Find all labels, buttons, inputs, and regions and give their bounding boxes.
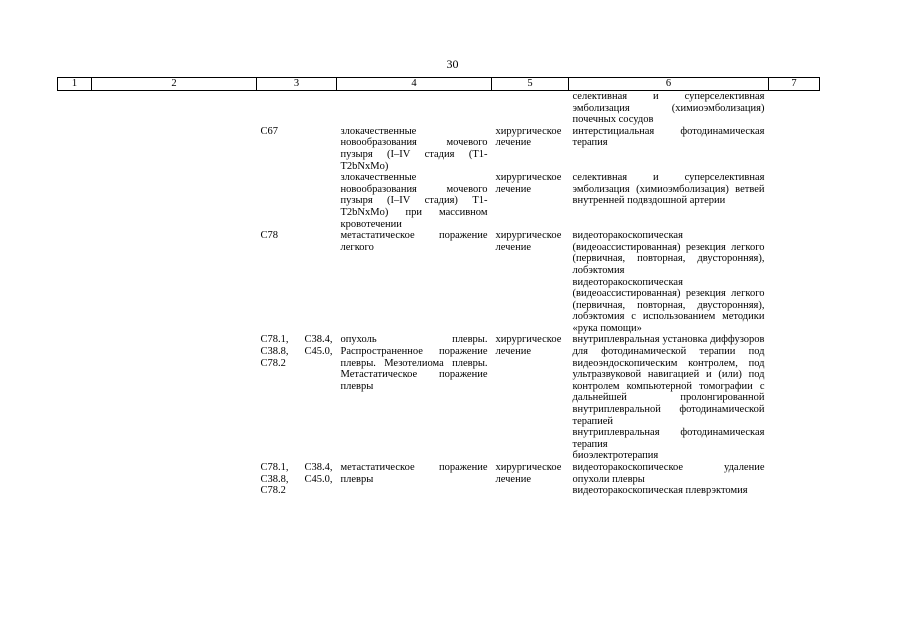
method-cell bbox=[569, 126, 769, 172]
icd-code: C78.1, C38.4, C38.8, C45.0, C78.2 bbox=[260, 462, 333, 497]
column-header: 2 bbox=[92, 78, 257, 91]
method-item: внутриплевральная фотодинамическая терапия bbox=[572, 427, 765, 450]
table-row bbox=[58, 91, 820, 126]
table-row bbox=[58, 230, 820, 334]
diagnosis-cell: метастатическое поражение плевры bbox=[340, 462, 488, 485]
method-cell bbox=[569, 462, 769, 497]
method-item: селективная и суперселективная эмболизация (химиоэмболизация) ветвей внутренней подвздошной артерии bbox=[572, 172, 765, 207]
table-row bbox=[58, 126, 820, 172]
method-item: селективная и суперселективная эмболизация (химиоэмболизация) почечных сосудов bbox=[572, 91, 765, 126]
icd-code bbox=[257, 172, 337, 230]
page-number: 30 bbox=[446, 57, 459, 71]
diagnosis-cell: злокачественные новообразования мочевого пузыря (I–IV стадия) T1-T2bNxMo) при массивном кровотечении bbox=[340, 172, 488, 230]
icd-code: C78 bbox=[260, 230, 279, 242]
treatment-type: хирургическое лечение bbox=[495, 334, 562, 358]
procedures-table bbox=[57, 77, 820, 497]
icd-code: C67 bbox=[260, 125, 279, 137]
column-header: 6 bbox=[569, 78, 769, 91]
diagnosis-cell bbox=[337, 91, 492, 126]
treatment-type: хирургическое лечение bbox=[495, 125, 562, 149]
icd-code: C78.1, C38.4, C38.8, C45.0, C78.2 bbox=[260, 334, 333, 369]
treatment-type: хирургическое лечение bbox=[495, 230, 562, 253]
method-item: видеоторакоскопическая (видеоассистированная) резекция легкого (первичная, повторная, двусторонняя), лобэктомия bbox=[572, 230, 765, 276]
column-header: 5 bbox=[492, 78, 569, 91]
method-item: интерстициальная фотодинамическая терапия bbox=[572, 125, 765, 149]
column-header: 7 bbox=[769, 78, 820, 91]
column-header: 3 bbox=[257, 78, 337, 91]
method-item: видеоторакоскопическая (видеоассистированная) резекция легкого (первичная, повторная, двусторонняя), лобэктомия с использованием методики «рука помощи» bbox=[572, 276, 765, 334]
method-item: внутриплевральная установка диффузоров для фотодинамической терапии под видеоэндоскопическим контролем, под ультразвуковой навигацией и (или) под контролем компьютерной томографии с дальнейшей пролонгированной внутриплевральной фотодинамической терапией bbox=[572, 334, 765, 427]
diagnosis-cell: метастатическое поражение легкого bbox=[340, 230, 488, 253]
method-cell bbox=[569, 230, 769, 334]
method-cell bbox=[569, 334, 769, 462]
method-cell bbox=[569, 172, 769, 230]
method-cell bbox=[569, 91, 769, 126]
column-header: 4 bbox=[337, 78, 492, 91]
table-row bbox=[58, 172, 820, 230]
table-row bbox=[58, 334, 820, 462]
method-item: биоэлектротерапия bbox=[572, 450, 659, 462]
icd-code bbox=[257, 91, 337, 126]
method-item: видеоторакоскопическое удаление опухоли плевры bbox=[572, 462, 765, 485]
method-item: видеоторакоскопическая плеврэктомия bbox=[572, 485, 748, 497]
diagnosis-cell: злокачественные новообразования мочевого пузыря (I–IV стадия (T1-T2bNxMo) bbox=[340, 125, 488, 172]
treatment-type: хирургическое лечение bbox=[495, 172, 562, 195]
diagnosis-cell: опухоль плевры. Распространенное поражение плевры. Мезотелиома плевры. Метастатическое поражение плевры bbox=[340, 334, 488, 392]
treatment-type bbox=[492, 91, 569, 126]
treatment-type: хирургическое лечение bbox=[495, 462, 562, 485]
table-row bbox=[58, 462, 820, 497]
column-number-row bbox=[58, 78, 820, 91]
column-header: 1 bbox=[58, 78, 92, 91]
